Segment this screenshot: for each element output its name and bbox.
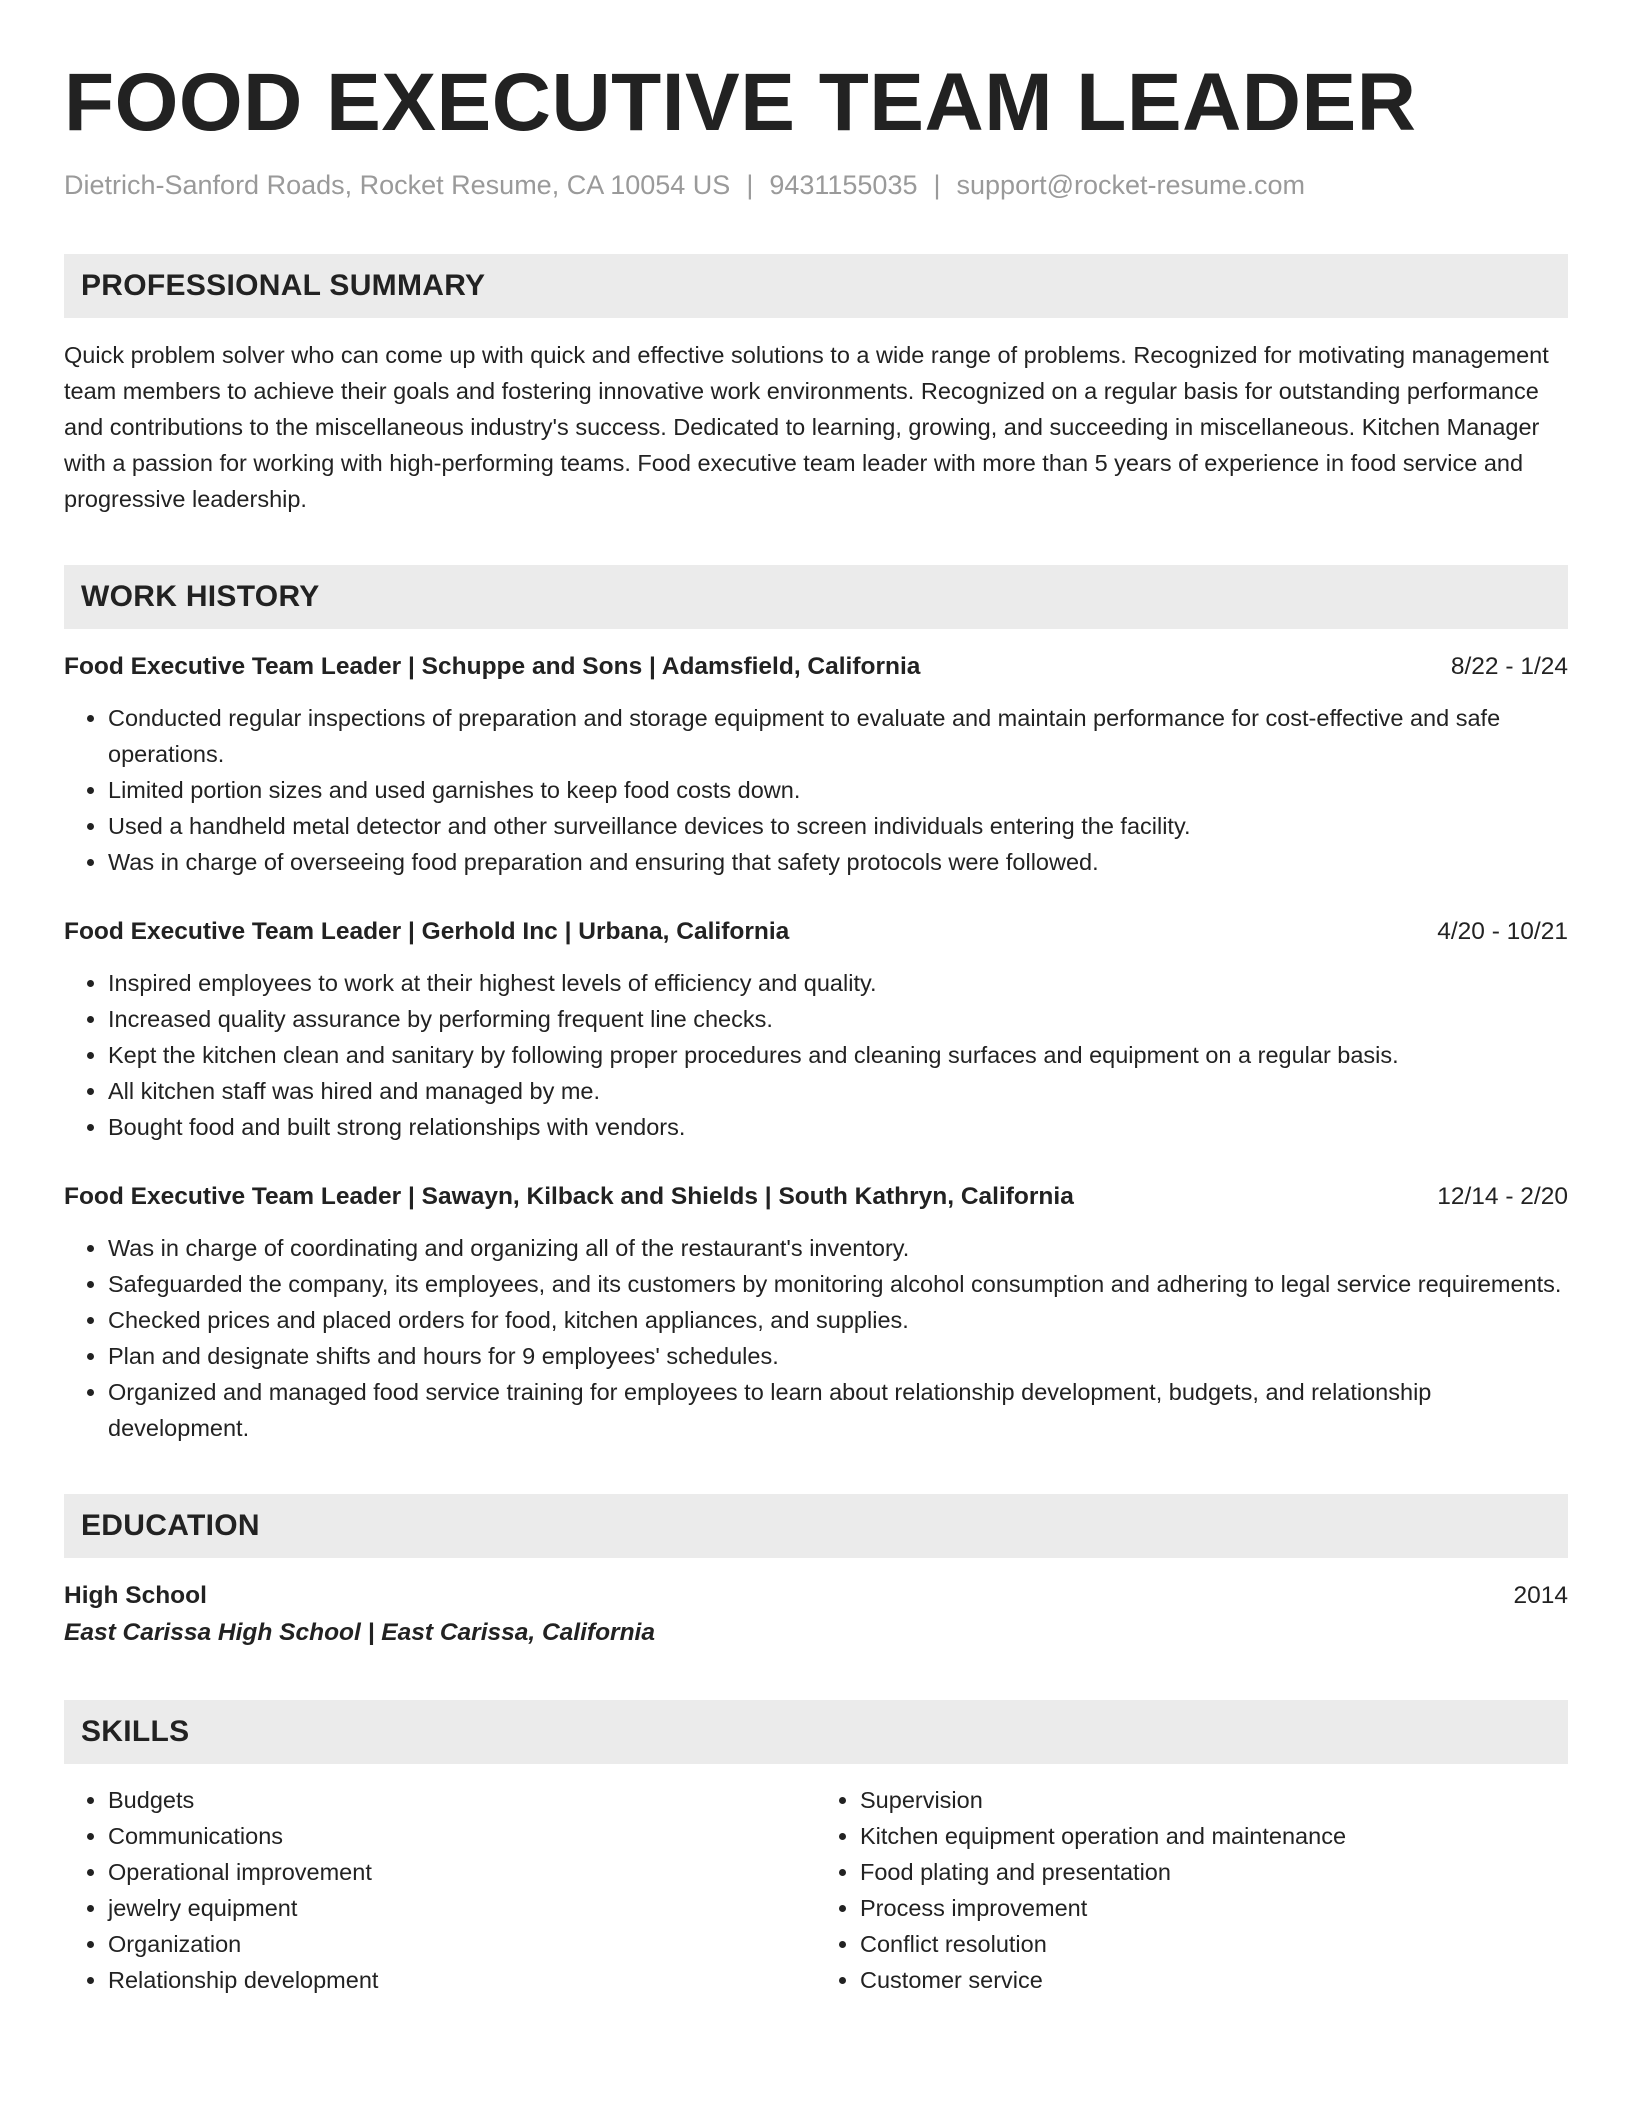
job-bullet: • All kitchen staff was hired and managed by me. (108, 1073, 1568, 1109)
skill-item: • Supervision (860, 1782, 1568, 1818)
job-bullet: • Bought food and built strong relationships with vendors. (108, 1109, 1568, 1145)
skill-item: • Process improvement (860, 1890, 1568, 1926)
section-header-work-history: WORK HISTORY (64, 565, 1568, 629)
education-degree: High School (64, 1582, 207, 1610)
job-bullet: • Organized and managed food service training for employees to learn about relationship development, budgets, and relationship development. (108, 1374, 1568, 1446)
job-bullet: • Safeguarded the company, its employees, and its customers by monitoring alcohol consumption and adhering to legal service requirements. (108, 1266, 1568, 1302)
job-bullet: • Limited portion sizes and used garnishes to keep food costs down. (108, 772, 1568, 808)
education-head (64, 1578, 1568, 1614)
job-bullet: • Inspired employees to work at their highest levels of efficiency and quality. (108, 965, 1568, 1001)
job-dates: 12/14 - 2/20 (1437, 1183, 1568, 1211)
skill-item: • Customer service (860, 1962, 1568, 1998)
job-bullet: • Used a handheld metal detector and other surveillance devices to screen individuals entering the facility. (108, 808, 1568, 844)
education-year: 2014 (1513, 1582, 1568, 1610)
job-bullet: • Kept the kitchen clean and sanitary by following proper procedures and cleaning surfaces and equipment on a regular basis. (108, 1037, 1568, 1073)
job-bullets (64, 1230, 1568, 1446)
skills-list (64, 1782, 1568, 1998)
skill-item: • Communications (108, 1818, 816, 1854)
section-header-skills: SKILLS (64, 1700, 1568, 1764)
section-header-education: EDUCATION (64, 1494, 1568, 1558)
contact-separator: | (933, 170, 941, 201)
job-entry (64, 649, 1568, 880)
job-entry (64, 914, 1568, 1145)
skills-column-right (816, 1782, 1568, 1998)
job-bullet: • Checked prices and placed orders for food, kitchen appliances, and supplies. (108, 1302, 1568, 1338)
contact-line (64, 168, 1568, 203)
contact-email: support@rocket-resume.com (956, 170, 1306, 201)
contact-address: Dietrich-Sanford Roads, Rocket Resume, CA 10054 US (64, 170, 731, 201)
job-title: Food Executive Team Leader | Sawayn, Kilback and Shields | South Kathryn, California (64, 1183, 1074, 1211)
summary-text: Quick problem solver who can come up with quick and effective solutions to a wide range of problems. Recognized for motivating management team members to achieve their goals and fostering innovative work environments. Recognized on a regular basis for outstanding performance and contributions to the miscellaneous industry's success. Dedicated to learning, growing, and succeeding in miscellaneous. Kitchen Manager with a passion for working with high-performing teams. Food executive team leader with more than 5 years of experience in food service and progressive leadership. (64, 342, 1549, 513)
job-title: Food Executive Team Leader | Gerhold Inc | Urbana, California (64, 918, 790, 946)
skill-item: • Kitchen equipment operation and maintenance (860, 1818, 1568, 1854)
candidate-name: FOOD EXECUTIVE TEAM LEADER (64, 57, 1417, 148)
job-bullets (64, 965, 1568, 1145)
skill-item: • Relationship development (108, 1962, 816, 1998)
skill-item: • Food plating and presentation (860, 1854, 1568, 1890)
job-bullet: • Plan and designate shifts and hours for 9 employees' schedules. (108, 1338, 1568, 1374)
skills-column-left (64, 1782, 816, 1998)
contact-separator: | (746, 170, 754, 201)
work-history-list (64, 649, 1568, 1446)
contact-phone: 9431155035 (769, 170, 918, 201)
job-entry (64, 1179, 1568, 1446)
job-bullet: • Increased quality assurance by performing frequent line checks. (108, 1001, 1568, 1037)
job-title: Food Executive Team Leader | Schuppe and Sons | Adamsfield, California (64, 653, 921, 681)
section-header-summary: PROFESSIONAL SUMMARY (64, 254, 1568, 318)
skill-item: • Operational improvement (108, 1854, 816, 1890)
skill-item: • Conflict resolution (860, 1926, 1568, 1962)
skill-item: • jewelry equipment (108, 1890, 816, 1926)
job-dates: 8/22 - 1/24 (1450, 653, 1568, 681)
education-entry (64, 1578, 1568, 1652)
job-bullet: • Was in charge of overseeing food preparation and ensuring that safety protocols were followed. (108, 844, 1568, 880)
job-dates: 4/20 - 10/21 (1437, 918, 1568, 946)
job-head (64, 1179, 1568, 1215)
job-bullet: • Was in charge of coordinating and organizing all of the restaurant's inventory. (108, 1230, 1568, 1266)
education-school: East Carissa High School | East Carissa, California (64, 1619, 655, 1647)
job-head (64, 914, 1568, 950)
job-head (64, 649, 1568, 685)
job-bullets (64, 700, 1568, 880)
skill-item: • Organization (108, 1926, 816, 1962)
skill-item: • Budgets (108, 1782, 816, 1818)
job-bullet: • Conducted regular inspections of preparation and storage equipment to evaluate and maintain performance for cost-effective and safe operations. (108, 700, 1568, 772)
